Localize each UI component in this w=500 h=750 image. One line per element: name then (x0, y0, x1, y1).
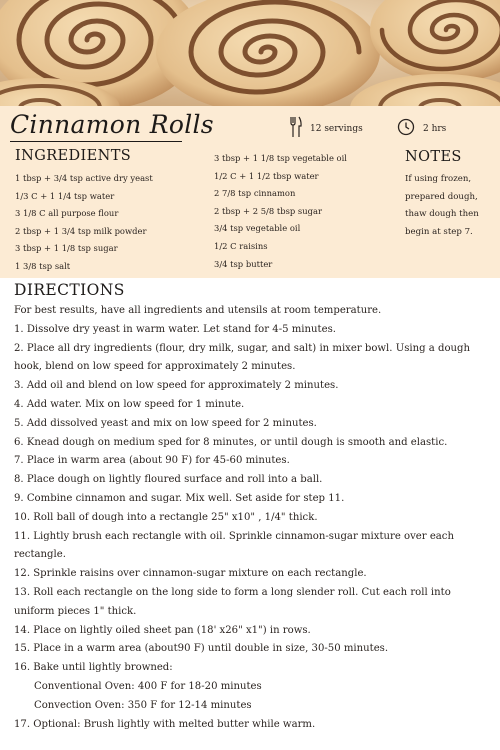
direction-step: 9. Combine cinnamon and sugar. Mix well. Set aside for step 11. (14, 492, 345, 504)
ingredient-item: 3 1/8 C all purpose flour (15, 208, 119, 219)
direction-step: 16. Bake until lightly browned: (14, 662, 173, 674)
direction-step: 10. Roll ball of dough into a rectangle 25" x10" , 1/4" thick. (14, 511, 318, 523)
clock-icon (397, 118, 415, 139)
directions-section (14, 281, 490, 734)
servings-label: 12 servings (310, 123, 363, 134)
ingredient-item: 1/2 C + 1 1/2 tbsp water (214, 170, 319, 181)
direction-step: 13. Roll each rectangle on the long side to form a long slender roll. Cut each roll into uniform pieces 1" thick. (14, 586, 451, 617)
time-label: 2 hrs (423, 123, 447, 134)
bake-option: Convection Oven: 350 F for 12-14 minutes (34, 699, 252, 711)
ingredient-item: 2 7/8 tsp cinnamon (214, 188, 296, 199)
direction-step: 15. Place in a warm area (about90 F) until double in size, 30-50 minutes. (14, 643, 389, 655)
ingredient-item: 1/2 C raisins (214, 240, 268, 251)
servings-info (290, 116, 363, 141)
ingredient-item: 3 tbsp + 1 1/8 tsp vegetable oil (214, 153, 347, 163)
direction-step: 6. Knead dough on medium sped for 8 minutes, or until dough is smooth and elastic. (14, 436, 448, 448)
directions-heading: DIRECTIONS (14, 281, 125, 299)
ingredient-item: 3 tbsp + 1 1/8 tsp sugar (15, 243, 118, 254)
ingredients-list-right (214, 150, 394, 273)
recipe-title: Cinnamon Rolls (10, 110, 214, 139)
time-info (397, 118, 446, 139)
cinnamon-rolls-photo (0, 0, 500, 108)
notes-text: If using frozen, prepared dough, thaw dough then begin at step 7. (405, 174, 479, 237)
direction-step: 8. Place dough on lightly floured surface and roll into a ball. (14, 474, 323, 486)
direction-step: 11. Lightly brush each rectangle with oil. Sprinkle cinnamon-sugar mixture over each rectangle. (14, 530, 454, 561)
ingredient-item: 1 3/8 tsp salt (15, 260, 71, 271)
ingredient-item: 1 tbsp + 3/4 tsp active dry yeast (15, 173, 153, 183)
ingredient-item: 1/3 C + 1 1/4 tsp water (15, 190, 115, 201)
notes-heading: NOTES (405, 149, 462, 165)
direction-step: 2. Place all dry ingredients (flour, dry milk, sugar, and salt) in mixer bowl. Using a dough hook, blend on low speed for approximately 2 minutes. (14, 342, 471, 373)
ingredients-section (15, 148, 205, 276)
notes-section (405, 149, 495, 241)
title-underline (10, 141, 182, 142)
direction-step: 1. Dissolve dry yeast in warm water. Let stand for 4-5 minutes. (14, 323, 336, 335)
ingredient-item: 2 tbsp + 2 5/8 tbsp sugar (214, 205, 322, 216)
fork-knife-icon (290, 116, 302, 141)
ingredient-item: 3/4 tsp butter (214, 258, 273, 269)
bake-option: Conventional Oven: 400 F for 18-20 minutes (34, 680, 262, 692)
directions-intro: For best results, have all ingredients and utensils at room temperature. (14, 305, 382, 316)
direction-step: 5. Add dissolved yeast and mix on low speed for 2 minutes. (14, 417, 317, 429)
ingredients-heading: INGREDIENTS (15, 148, 132, 164)
ingredients-list-left (15, 170, 205, 276)
direction-step: 4. Add water. Mix on low speed for 1 minute. (14, 398, 245, 410)
ingredient-item: 3/4 tsp vegetable oil (214, 223, 301, 234)
direction-step: 7. Place in warm area (about 90 F) for 45-60 minutes. (14, 455, 290, 467)
ingredient-item: 2 tbsp + 1 3/4 tsp milk powder (15, 225, 147, 236)
direction-step: 12. Sprinkle raisins over cinnamon-sugar mixture on each rectangle. (14, 568, 367, 580)
direction-step: 3. Add oil and blend on low speed for approximately 2 minutes. (14, 380, 339, 392)
direction-step: 14. Place on lightly oiled sheet pan (18' x26" x1") in rows. (14, 624, 311, 636)
direction-step: 17. Optional: Brush lightly with melted butter while warm. (14, 718, 316, 730)
